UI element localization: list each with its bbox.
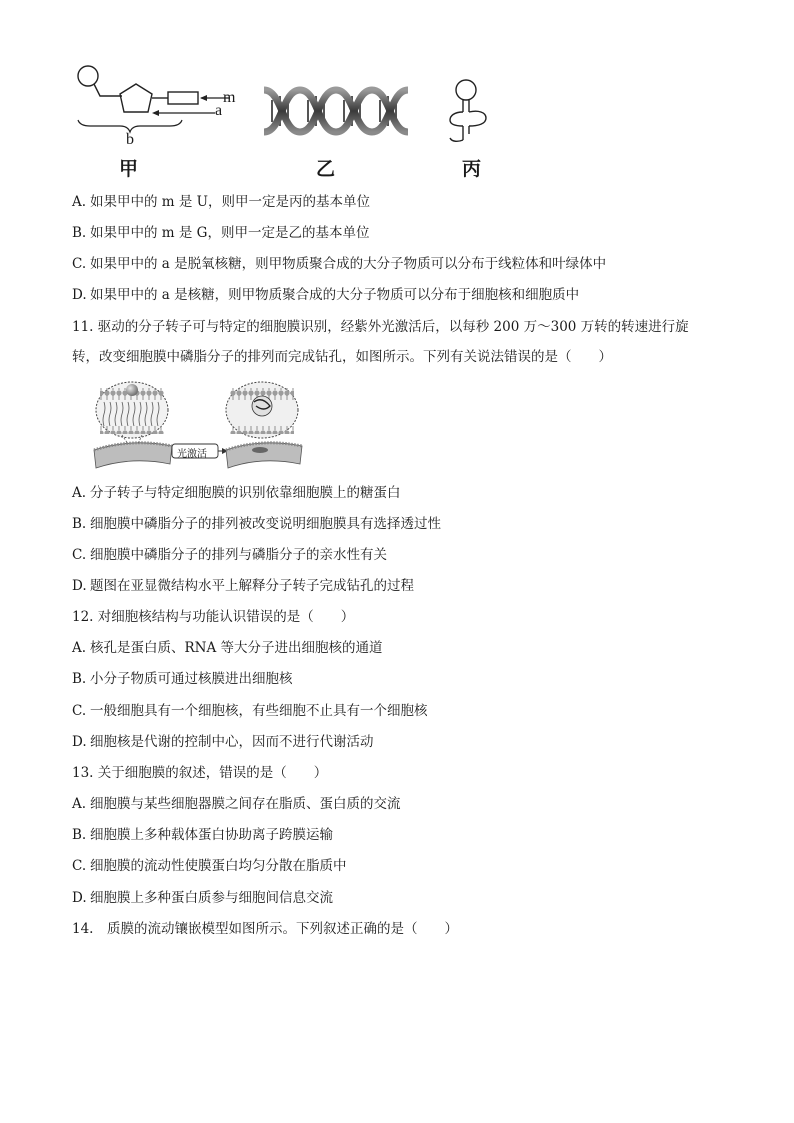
q13-option-c [72,858,347,874]
label-a: a [215,102,223,119]
q11-stem-line2: 转，改变细胞膜中磷脂分子的排列而完成钻孔，如图所示。下列有关说法错误的是（ ） [72,349,612,365]
option-letter: B. [72,225,87,241]
option-letter: B. [72,671,87,687]
figure-label-light-activation: 光激活 [177,449,207,460]
option-text: 题图在亚显微结构水平上解释分子转子完成钻孔的过程 [90,578,414,594]
q12-stem: 12. 对细胞核结构与功能认识错误的是（ ） [72,609,355,625]
dna-helix-figure-yi [264,86,408,136]
option-letter: D. [72,734,87,750]
option-letter: D. [72,578,87,594]
q14-stem: 14. 质膜的流动镶嵌模型如图所示。下列叙述正确的是（ ） [72,921,458,937]
option-letter: D. [72,287,87,303]
nucleotide-figure-jia [70,62,250,152]
label-m: m [223,89,236,106]
caption-bing: 丙 [462,158,482,180]
option-letter: A. [72,796,87,812]
q11-option-c [72,547,387,563]
q13-stem: 13. 关于细胞膜的叙述，错误的是（ ） [72,765,328,781]
caption-yi: 乙 [316,158,336,180]
q11-option-d [72,578,414,594]
q11-stem-line1: 11. 驱动的分子转子可与特定的细胞膜识别，经紫外光激活后，以每秒 200 万～300 万转的转速进行旋 [72,319,689,335]
option-text: 如果甲中的 a 是核糖，则甲物质聚合成的大分子物质可以分布于细胞核和细胞质中 [90,287,580,303]
q12-option-c [72,703,428,719]
option-text: 如果甲中的 a 是脱氧核糖，则甲物质聚合成的大分子物质可以分布于线粒体和叶绿体中 [90,256,607,272]
option-letter: B. [72,516,87,532]
q11-option-b [72,516,441,532]
q11-option-a [72,485,401,501]
q13-option-b [72,827,333,843]
option-text: 细胞膜上多种蛋白质参与细胞间信息交流 [90,890,333,906]
option-text: 如果甲中的 m 是 U，则甲一定是丙的基本单位 [90,194,371,210]
trna-figure-bing [440,78,496,146]
q12-option-d [72,734,374,750]
caption-jia: 甲 [119,158,139,180]
q12-option-a [72,640,383,656]
option-letter: B. [72,827,87,843]
option-text: 核孔是蛋白质、RNA 等大分子进出细胞核的通道 [90,640,383,656]
q13-option-d [72,890,333,906]
option-letter: A. [72,194,87,210]
option-text: 小分子物质可通过核膜进出细胞核 [90,671,293,687]
option-text: 分子转子与特定细胞膜的识别依靠细胞膜上的糖蛋白 [90,485,401,501]
option-letter: C. [72,547,87,563]
option-letter: A. [72,485,87,501]
option-text: 细胞膜中磷脂分子的排列被改变说明细胞膜具有选择透过性 [90,516,441,532]
option-letter: A. [72,640,87,656]
q10-option-b [72,225,369,241]
q10-option-d [72,287,579,303]
q10-option-c [72,256,606,272]
option-text: 如果甲中的 m 是 G，则甲一定是乙的基本单位 [90,225,370,241]
q12-option-b [72,671,293,687]
option-text: 细胞膜中磷脂分子的排列与磷脂分子的亲水性有关 [90,547,387,563]
option-letter: D. [72,890,87,906]
option-text: 细胞核是代谢的控制中心，因而不进行代谢活动 [90,734,374,750]
option-text: 细胞膜上多种载体蛋白协助离子跨膜运输 [90,827,333,843]
option-text: 一般细胞具有一个细胞核，有些细胞不止具有一个细胞核 [90,703,428,719]
q10-option-a [72,194,370,210]
option-letter: C. [72,858,87,874]
option-letter: C. [72,256,87,272]
option-letter: C. [72,703,87,719]
q13-option-a [72,796,401,812]
option-text: 细胞膜与某些细胞器膜之间存在脂质、蛋白质的交流 [90,796,401,812]
option-text: 细胞膜的流动性使膜蛋白均匀分散在脂质中 [90,858,347,874]
label-b: b [126,131,134,148]
